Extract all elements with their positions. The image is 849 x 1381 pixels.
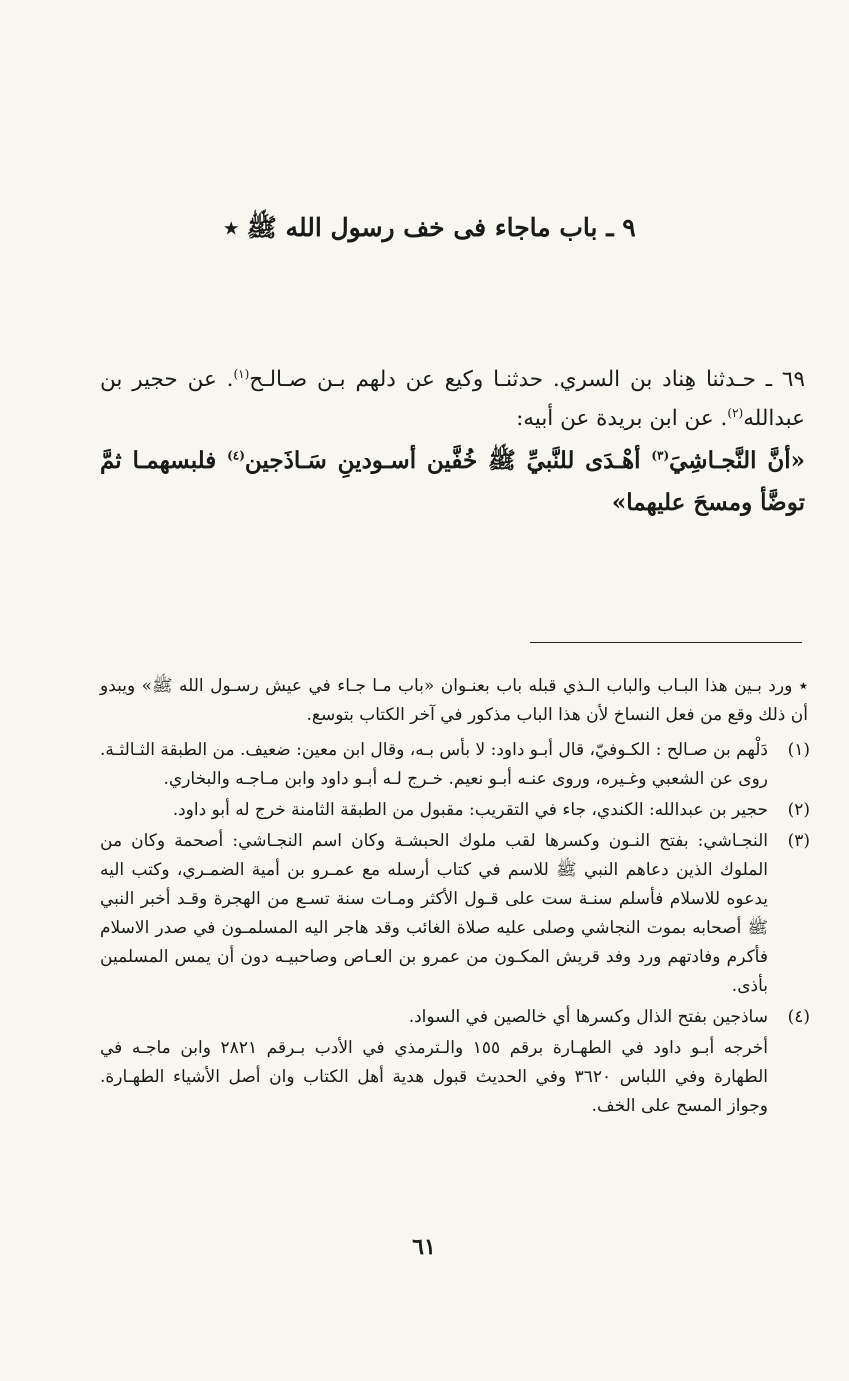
footnotes-section	[100, 672, 810, 1121]
footnote-text: حجير بن عبدالله: الكندي، جاء في التقريب: مقبول من الطبقة الثامنة خرج له أبو داود.	[172, 800, 768, 820]
footnote-divider	[530, 642, 802, 643]
hadith-isnad	[100, 360, 805, 438]
page-number: ٦١	[412, 1234, 436, 1260]
footnote-ref-3: (٣)	[651, 448, 670, 463]
footnote-number: (٤)	[787, 1007, 810, 1027]
footnote-4	[100, 1003, 810, 1032]
footnote-text: دَلْهم بن صـالح : الكـوفيّ، قال أبـو داود: لا بأس بـه، وقال ابن معين: ضعيف. من الطبقة الثـالثـة. روى عن الشعبي وغـيره، وروى عنـه أبـو نعيم. خـرج لـه أبـو داود وابن مـاجـه والبخاري.	[100, 740, 768, 789]
isnad-part-1: ٦٩ ـ حـدثنا هِناد بن السري. حدثنـا وكيع عن دلهم بـن صـالـح	[249, 367, 805, 392]
chapter-title: ٩ ـ باب ماجاء فى خف رسول الله ﷺ ٭	[224, 213, 636, 242]
footnote-number: (١)	[787, 740, 810, 760]
footnote-number: (٢)	[787, 800, 810, 820]
star-note: ٭ ورد بـين هذا البـاب والباب الـذي قبله باب بعنـوان «باب مـا جـاء في عيش رسـول الله ﷺ» ويبدو أن ذلك وقع من فعل النساخ لأن هذا الباب مذكور في آخر الكتاب بتوسع.	[100, 676, 808, 725]
footnote-2	[100, 796, 810, 825]
footnote-1	[100, 736, 810, 794]
matn-part-3: فلبسهمـا ثمَّ توضَّأ ومسحَ عليهما»	[100, 447, 805, 516]
matn-part-1: «أنَّ النَّجـاشِيَ	[669, 447, 805, 474]
footnote-number: (٣)	[787, 831, 810, 851]
footnote-ref-2: (٢)	[727, 405, 744, 420]
footnote-text: النجـاشي: بفتح النـون وكسرها لقب ملوك الحبشـة وكان اسم النجـاشي: أصحمة وكان من الملوك الذين دعاهم النبي ﷺ للاسم في كتاب أرسله مع عمـرو بن أمية الضمـري، وكتب اليه يدعوه للاسلام فأسلم سنـة ست على قـول الأكثر ومـات سنة تسـع من الهجرة وقـد أخبر النبي ﷺ أصحابه بموت النجاشي وصلى عليه صلاة الغائب وقد هاجر اليه المسلمـون في صدر الاسلام فأكرم وفادتهم ورد وفد قريش المكـون من عمرو بن العـاص وصاحبيـه دون أن يمس المسلمين بأذى.	[100, 831, 768, 996]
isnad-part-3: . عن ابن بريدة عن أبيه:	[516, 406, 728, 431]
hadith-matn	[100, 440, 805, 524]
matn-part-2: أهْـدَى للنَّبيِّ ﷺ خُفَّين أسـودينِ سَـاذَجين	[244, 447, 652, 474]
footnote-text: ساذجين بفتح الذال وكسرها أي خالصين في السواد.	[408, 1007, 768, 1027]
isnad-part-2: . عن حجير بن عبدالله	[100, 367, 805, 431]
footnote-ref-4: (٤)	[227, 448, 245, 463]
hadith-body	[100, 360, 805, 524]
footnote-ref-1: (١)	[233, 366, 250, 381]
footnote-3	[100, 827, 810, 1001]
takhrij-note: أخرجه أبـو داود في الطهـارة برقم ١٥٥ والـترمذي في الأدب بـرقم ٢٨٢١ وابن ماجـه في الطهارة وفي اللباس ٣٦٢٠ وفي الحديث قبول هدية أهل الكتاب وان أصل الأشياء الطهـارة. وجواز المسح على الخف.	[100, 1038, 768, 1116]
